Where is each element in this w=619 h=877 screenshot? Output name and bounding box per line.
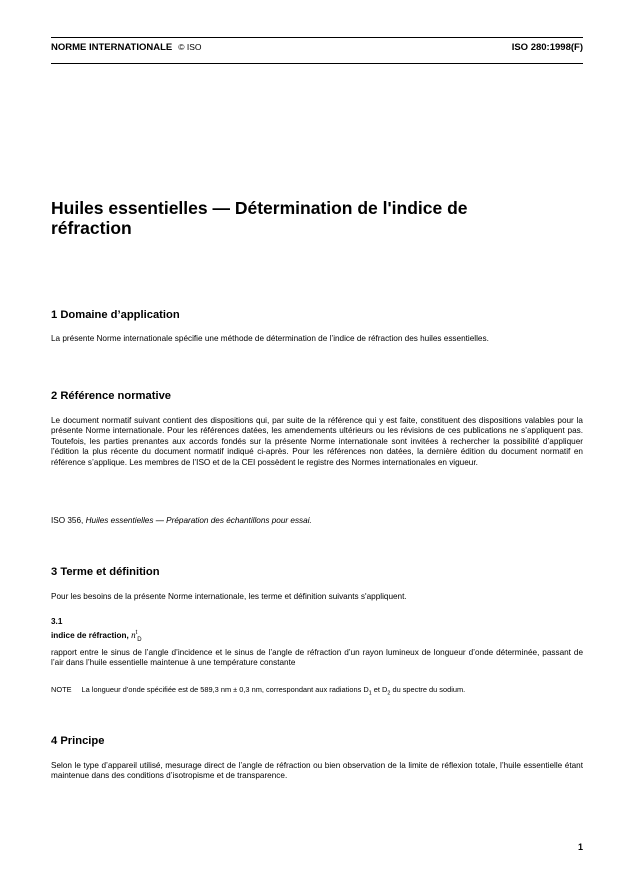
- note-sub-1: 1: [368, 690, 372, 697]
- document-title: Huiles essentielles — Détermination de l'indice de réfraction: [51, 198, 468, 238]
- header-left: [51, 42, 202, 53]
- note-sub-2: 2: [387, 690, 391, 697]
- header-top-rule: [51, 37, 583, 38]
- section-1-text: La présente Norme internationale spécifie une méthode de détermination de l’indice de réfraction des huiles essentielles.: [51, 334, 489, 343]
- section-3-text: Pour les besoins de la présente Norme internationale, les terme et définition suivants s'appliquent.: [51, 592, 407, 601]
- term-entry: [51, 630, 142, 643]
- section-4-heading: 4 Principe: [51, 735, 105, 747]
- note-text-3: du spectre du sodium.: [390, 685, 466, 694]
- standard-type: NORME INTERNATIONALE: [51, 42, 173, 53]
- term-symbol-base: n: [131, 630, 136, 640]
- term-symbol-sub: D: [137, 636, 142, 643]
- note-text-1: La longueur d’onde spécifiée est de 589,3 nm ± 0,3 nm, correspondant aux radiations D: [81, 685, 369, 694]
- note-text-2: et D: [371, 685, 388, 694]
- page-number: 1: [577, 842, 583, 852]
- term-symbol: [131, 630, 142, 643]
- section-4-text: Selon le type d’appareil utilisé, mesurage direct de l’angle de réfraction ou bien observation de la limite de réflexion totale, l’huile essentielle étant maintenue dans des conditions d’isotropisme et de transparence.: [51, 761, 583, 781]
- term-symbol-sup: t: [135, 630, 138, 636]
- header-bottom-rule: [51, 63, 583, 64]
- copyright-notice: © ISO: [178, 42, 202, 52]
- normative-reference: [51, 516, 583, 526]
- section-2-text: Le document normatif suivant contient des dispositions qui, par suite de la référence qui y est faite, constituent des dispositions valables pour la présente Norme internationale. Pour les références datées, les amendements ultérieurs ou les révisions de ces publications ne s’appliquent pas. Toutefois, les parties prenantes aux accords fondés sur la présente Norme internationale sont invitées à rechercher la possibilité d’appliquer l’édition la plus récente du document normatif indiqué ci-après. Pour les références non datées, la dernière édition du document normatif en référence s’applique. Les membres de l’ISO et de la CEI possèdent le registre des Normes internationales en vigueur.: [51, 416, 583, 467]
- term-definition: rapport entre le sinus de l’angle d’incidence et le sinus de l’angle de réfraction d’un rayon lumineux de longueur d’onde déterminée, passant de l’air dans l’huile essentielle maintenue à une température constante: [51, 648, 583, 668]
- section-1-heading: 1 Domaine d’application: [51, 309, 180, 321]
- reference-title: Huiles essentielles — Préparation des échantillons pour essai.: [85, 516, 312, 525]
- section-3-heading: 3 Terme et définition: [51, 566, 160, 578]
- term-name: indice de réfraction,: [51, 631, 129, 640]
- reference-code: ISO 356,: [51, 516, 84, 525]
- note-label: NOTE: [51, 685, 72, 694]
- note: [51, 685, 583, 696]
- term-number: 3.1: [51, 617, 63, 626]
- section-2-heading: 2 Référence normative: [51, 390, 172, 402]
- page-header: [51, 42, 583, 53]
- standard-reference: ISO 280:1998(F): [511, 42, 583, 53]
